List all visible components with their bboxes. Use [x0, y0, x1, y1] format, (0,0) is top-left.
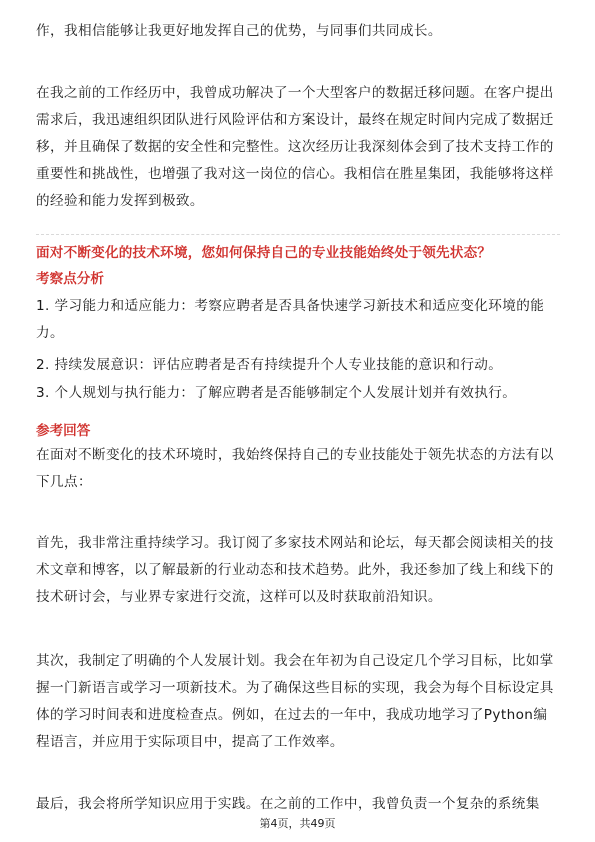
- analysis-heading: 考察点分析: [36, 271, 104, 287]
- page-number-footer: 第4页，共49页: [259, 817, 336, 830]
- answer-paragraph: 首先，我非常注重持续学习。我订阅了多家技术网站和论坛，每天都会阅读相关的技术文章和博客，以了解最新的行业动态和技术趋势。此外，我还参加了线上和线下的技术研讨会，与业界专家进行交流，这样可以及时获取前沿知识。: [36, 535, 554, 605]
- analysis-item: 1. 学习能力和适应能力：考察应聘者是否具备快速学习新技术和适应变化环境的能力。: [36, 298, 545, 341]
- answer-paragraph: 最后，我会将所学知识应用于实践。在之前的工作中，我曾负责一个复杂的系统集: [36, 796, 540, 812]
- analysis-item: 2. 持续发展意识：评估应聘者是否有持续提升个人专业技能的意识和行动。: [36, 357, 503, 373]
- experience-paragraph: 在我之前的工作经历中，我曾成功解决了一个大型客户的数据迁移问题。在客户提出需求后，我迅速组织团队进行风险评估和方案设计，最终在规定时间内完成了数据迁移，并且确保了数据的安全性和完整性。这次经历让我深刻体会到了技术支持工作的重要性和挑战性，也增强了我对这一岗位的信心。我相信在胜星集团，我能够将这样的经验和能力发挥到极致。: [36, 85, 554, 209]
- section-divider: [36, 234, 560, 235]
- answer-intro: 在面对不断变化的技术环境时，我始终保持自己的专业技能处于领先状态的方法有以下几点：: [36, 447, 554, 490]
- top-paragraph: 作，我相信能够让我更好地发挥自己的优势，与同事们共同成长。: [36, 23, 442, 39]
- answer-paragraph: 其次，我制定了明确的个人发展计划。我会在年初为自己设定几个学习目标，比如掌握一门新语言或学习一项新技术。为了确保这些目标的实现，我会为每个目标设定具体的学习时间表和进度检查点。例如，在过去的一年中，我成功地学习了Python编程语言，并应用于实际项目中，提高了工作效率。: [36, 653, 554, 750]
- answer-heading: 参考回答: [36, 423, 91, 439]
- interview-question: 面对不断变化的技术环境，您如何保持自己的专业技能始终处于领先状态？: [36, 245, 492, 261]
- analysis-item: 3. 个人规划与执行能力：了解应聘者是否能够制定个人发展计划并有效执行。: [36, 385, 517, 401]
